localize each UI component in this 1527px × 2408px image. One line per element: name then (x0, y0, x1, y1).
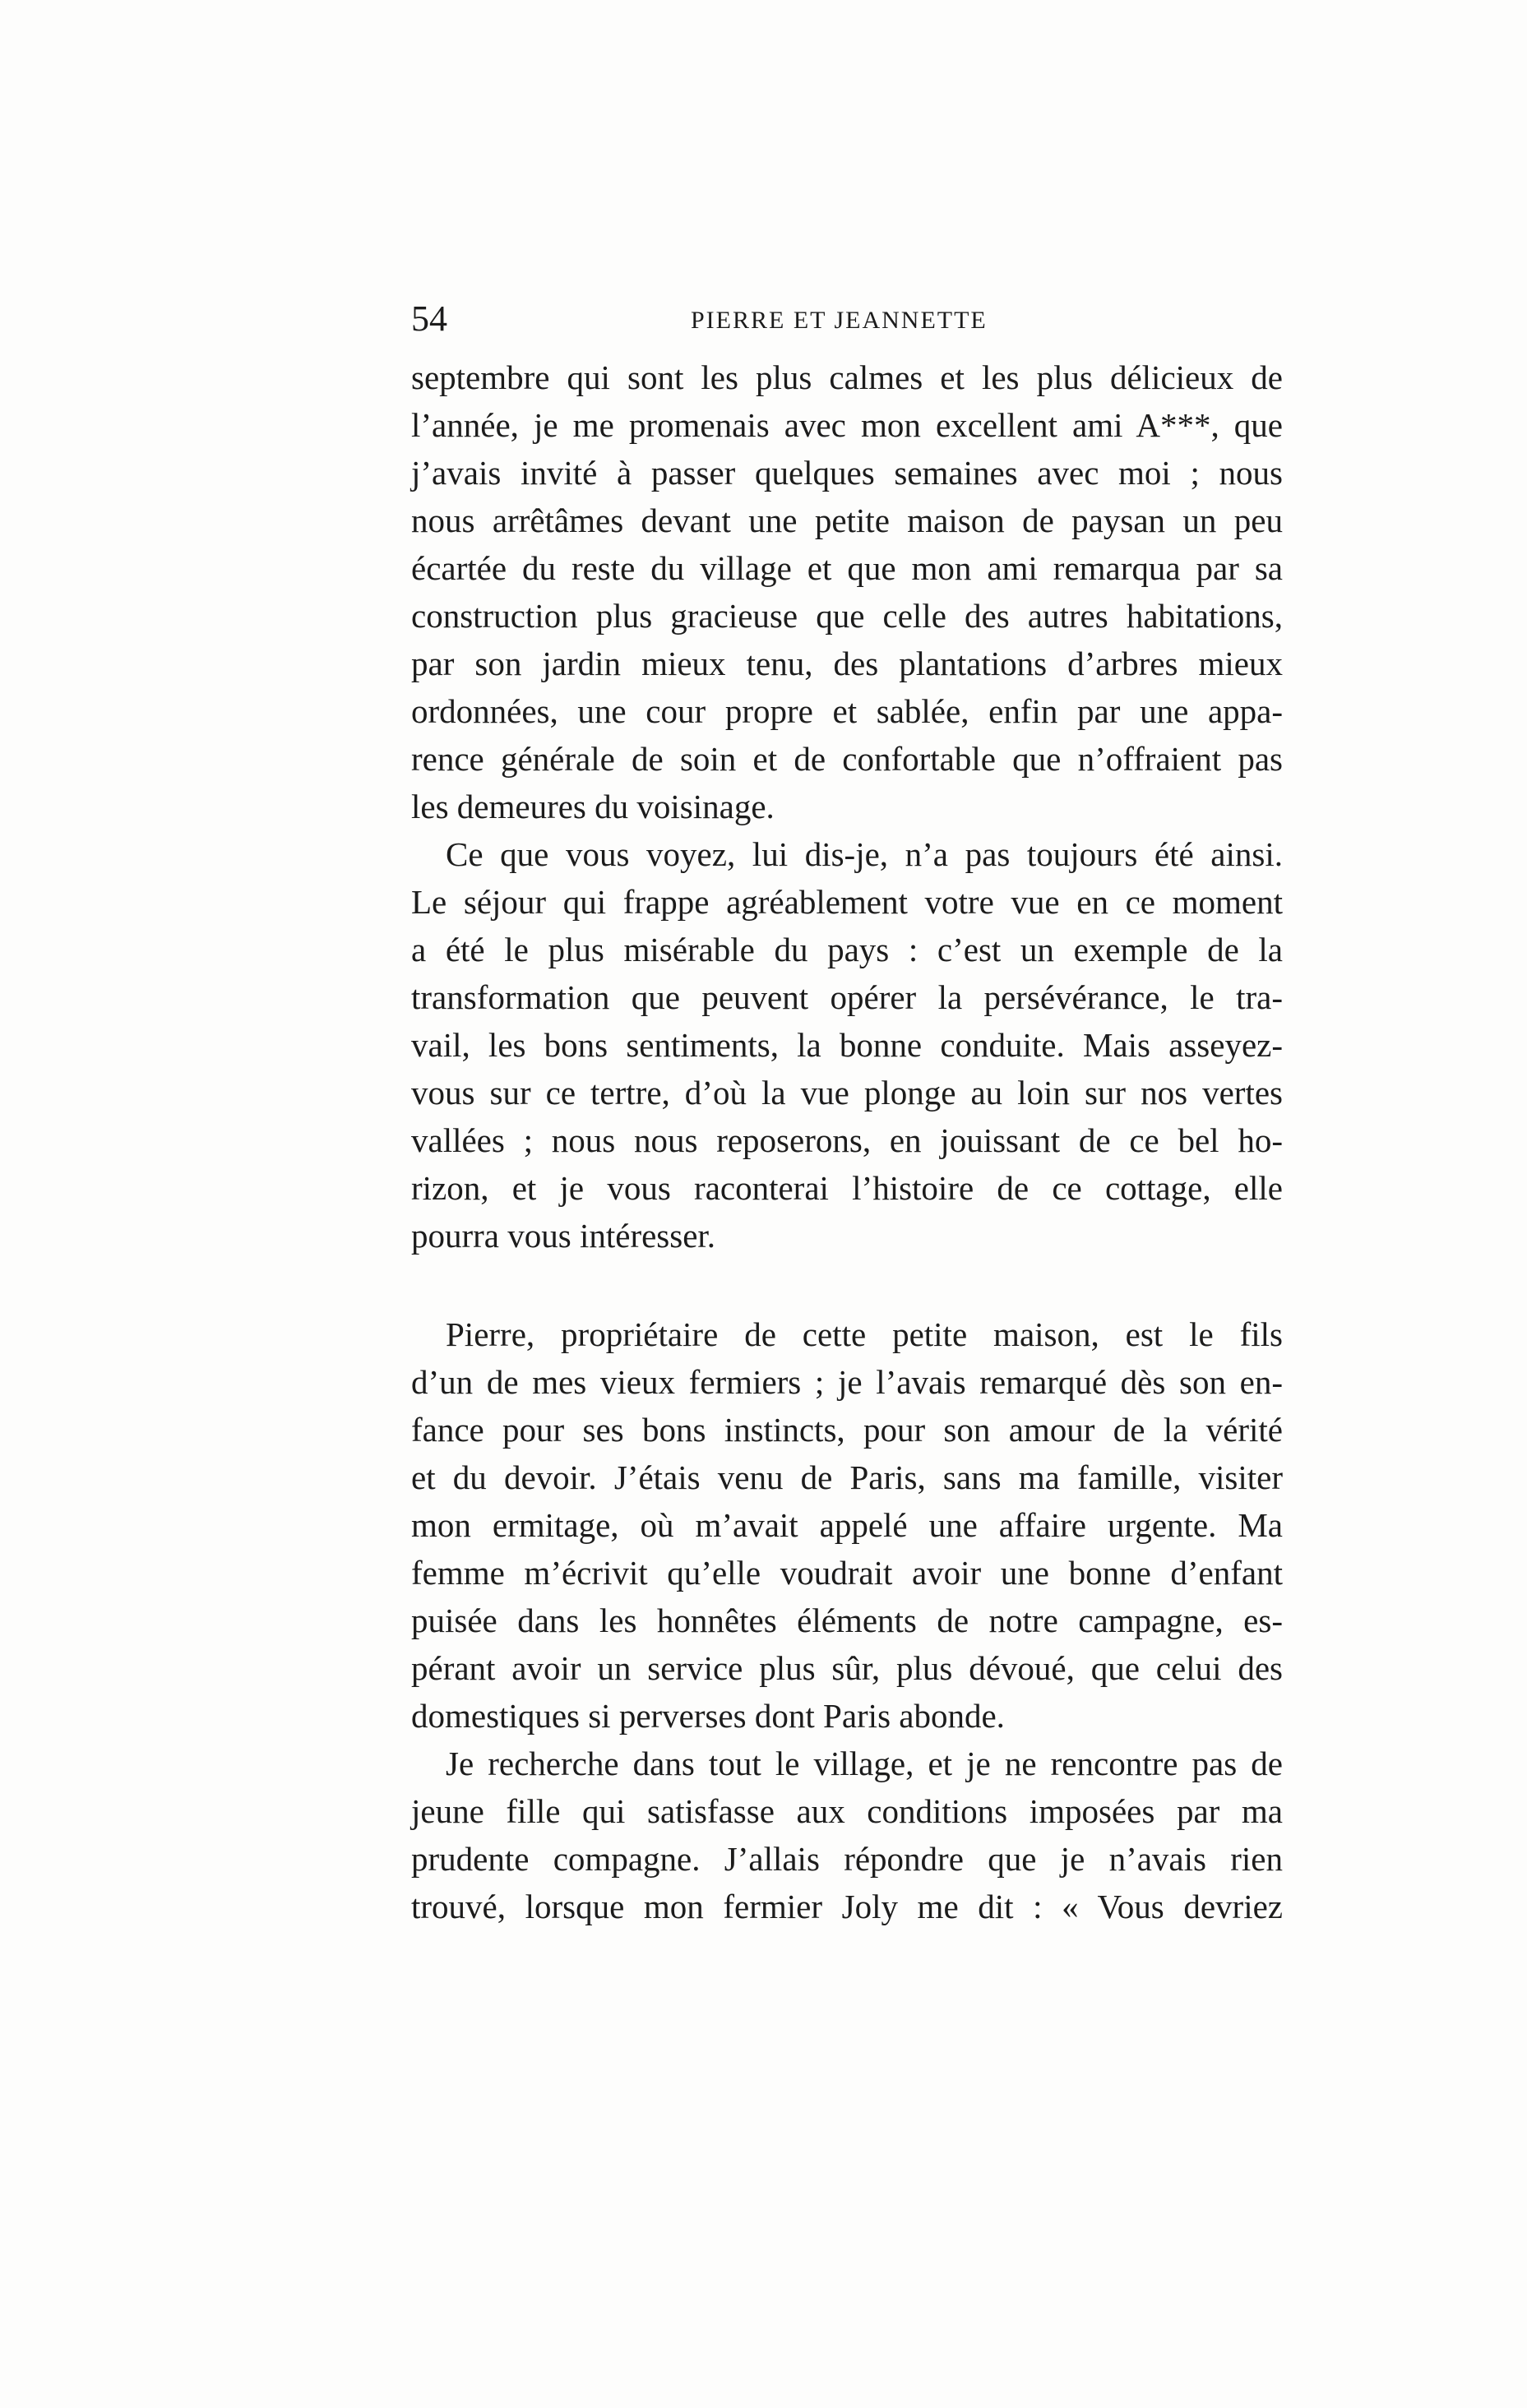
text-line: pérant avoir un service plus sûr, plus dévoué, que celui des (411, 1649, 1283, 1687)
text-line: jeune fille qui satisfasse aux conditions imposées par ma (411, 1792, 1283, 1830)
text-line: fance pour ses bons instincts, pour son amour de la vérité (411, 1411, 1283, 1449)
text-line: Je recherche dans tout le village, et je ne rencontre pas de (446, 1745, 1283, 1782)
text-line: mon ermitage, où m’avait appelé une affaire urgente. Ma (411, 1506, 1283, 1544)
text-line: construction plus gracieuse que celle des autres habitations, (411, 597, 1283, 635)
running-head (411, 298, 1283, 340)
text-line: trouvé, lorsque mon fermier Joly me dit : « Vous devriez (411, 1888, 1283, 1925)
text-line: j’avais invité à passer quelques semaines avec moi ; nous (411, 454, 1283, 492)
text-line: vallées ; nous nous reposerons, en jouissant de ce bel ho- (411, 1121, 1283, 1159)
text-line: prudente compagne. J’allais répondre que je n’avais rien (411, 1840, 1283, 1878)
body-text (411, 354, 1283, 1930)
paragraph (411, 1310, 1283, 1740)
page-number: 54 (411, 298, 447, 339)
text-line: a été le plus misérable du pays : c’est un exemple de la (411, 931, 1283, 968)
text-line: nous arrêtâmes devant une petite maison de paysan un peu (411, 501, 1283, 539)
text-line: pourra vous intéresser. (411, 1217, 716, 1255)
paragraph (411, 830, 1283, 1259)
paragraph (411, 1740, 1283, 1930)
text-line: d’un de mes vieux fermiers ; je l’avais remarqué dès son en- (411, 1363, 1283, 1401)
text-line: et du devoir. J’étais venu de Paris, sans ma famille, visiter (411, 1458, 1283, 1496)
text-line: septembre qui sont les plus calmes et les plus délicieux de (411, 358, 1283, 396)
text-line: domestiques si perverses dont Paris abonde. (411, 1697, 1005, 1735)
text-line: rence générale de soin et de confortable que n’offraient pas (411, 740, 1283, 778)
text-line: rizon, et je vous raconterai l’histoire de ce cottage, elle (411, 1169, 1283, 1207)
text-line: l’année, je me promenais avec mon excellent ami A***, que (411, 406, 1283, 444)
text-line: Ce que vous voyez, lui dis-je, n’a pas toujours été ainsi. (446, 835, 1283, 873)
text-line: vous sur ce tertre, d’où la vue plonge au loin sur nos vertes (411, 1074, 1283, 1112)
text-line: Pierre, propriétaire de cette petite maison, est le fils (446, 1315, 1283, 1353)
paragraph (411, 354, 1283, 830)
section-break (411, 1259, 1283, 1310)
text-line: écartée du reste du village et que mon ami remarqua par sa (411, 549, 1283, 587)
text-line: ordonnées, une cour propre et sablée, enfin par une appa- (411, 692, 1283, 730)
running-title: PIERRE ET JEANNETTE (691, 307, 988, 334)
text-line: vail, les bons sentiments, la bonne conduite. Mais asseyez- (411, 1026, 1283, 1064)
text-line: transformation que peuvent opérer la persévérance, le tra- (411, 978, 1283, 1016)
text-line: par son jardin mieux tenu, des plantations d’arbres mieux (411, 645, 1283, 682)
text-line: Le séjour qui frappe agréablement votre vue en ce moment (411, 883, 1283, 921)
text-line: femme m’écrivit qu’elle voudrait avoir une bonne d’enfant (411, 1554, 1283, 1592)
text-line: les demeures du voisinage. (411, 788, 775, 825)
text-line: puisée dans les honnêtes éléments de notre campagne, es- (411, 1601, 1283, 1639)
